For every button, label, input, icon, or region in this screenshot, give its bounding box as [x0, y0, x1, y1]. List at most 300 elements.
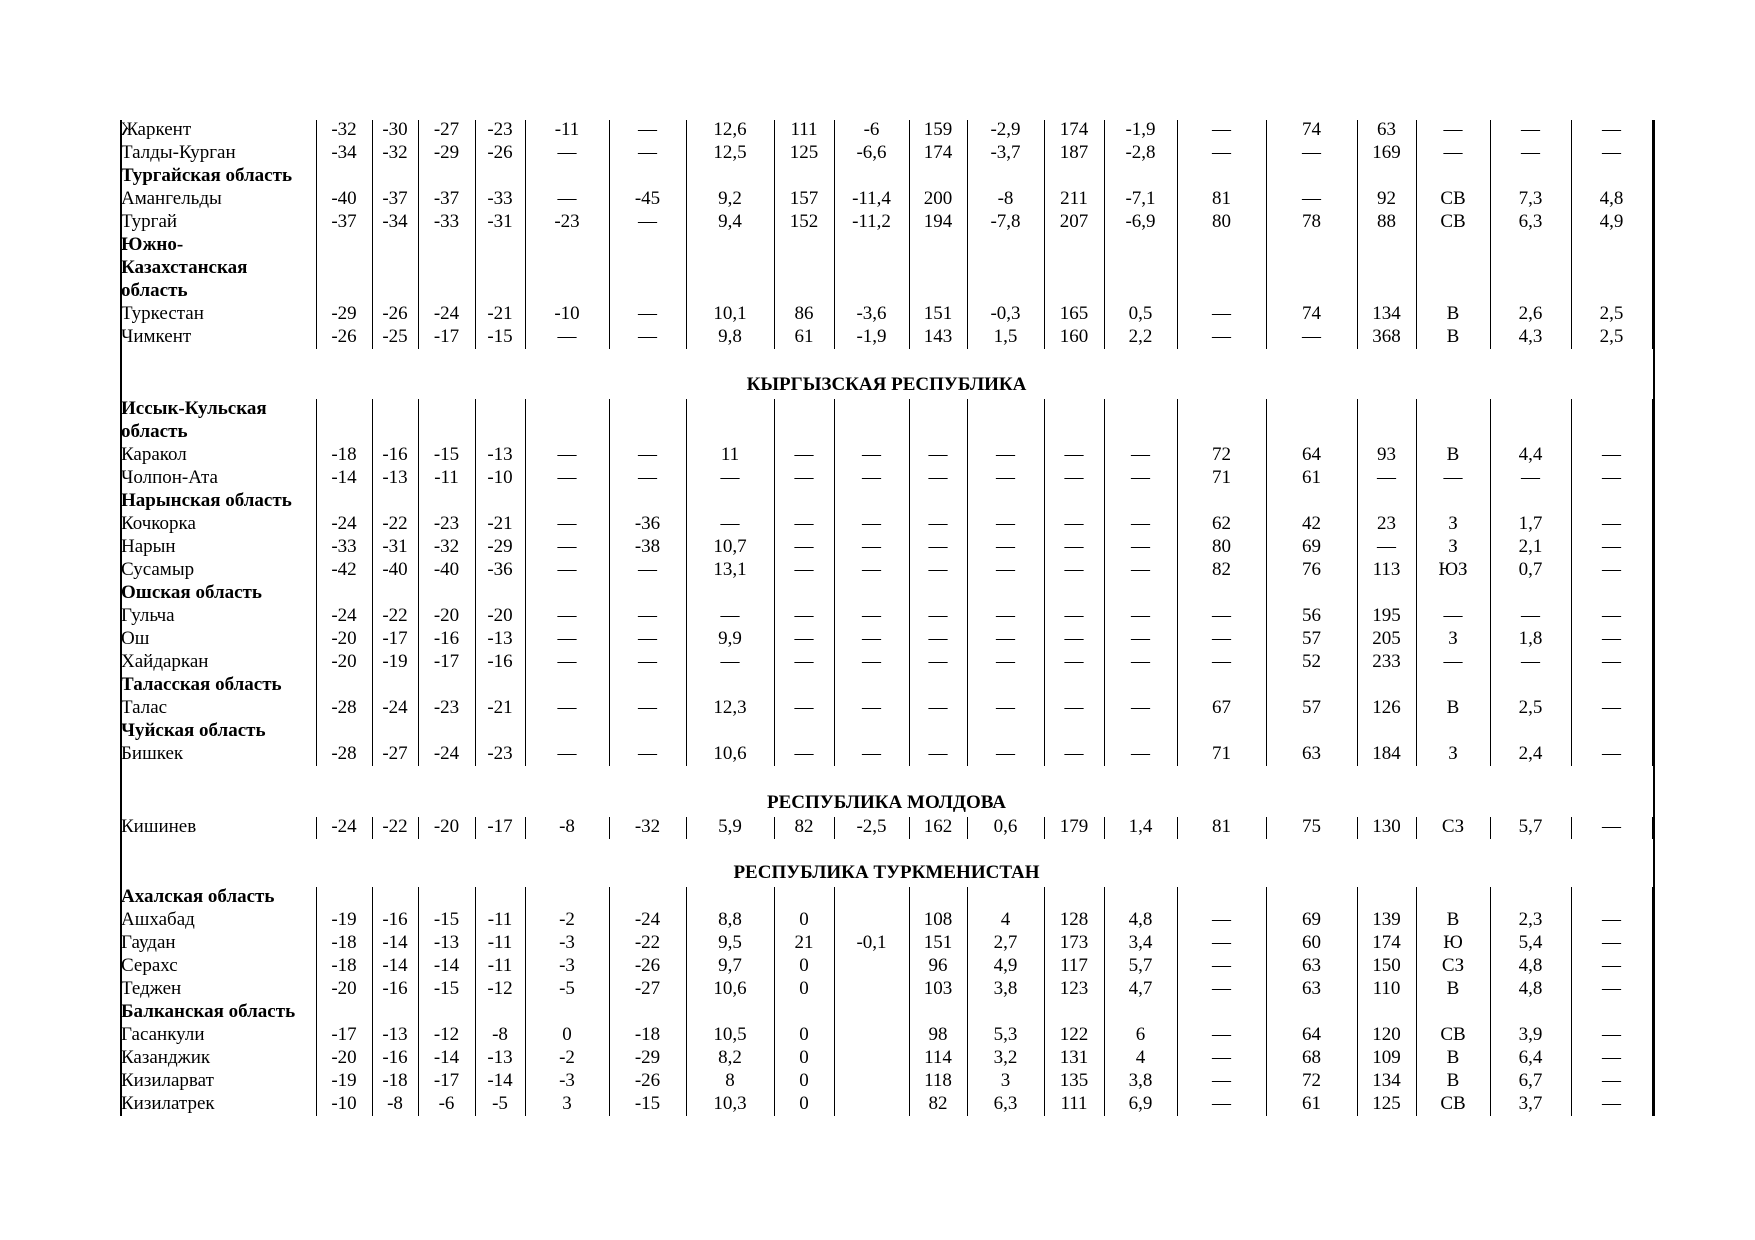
table-cell: 72	[1212, 444, 1231, 465]
table-cell: З	[1448, 628, 1458, 649]
table-cell: —	[794, 628, 814, 649]
table-cell: 122	[1059, 1024, 1089, 1045]
table-cell: 126	[1372, 697, 1401, 718]
column-rule	[418, 399, 419, 766]
table-cell: 10,6	[713, 978, 747, 999]
table-cell: -29	[331, 303, 357, 324]
table-cell: 63	[1302, 978, 1321, 999]
table-cell: -14	[382, 932, 408, 953]
table-cell: 69	[1302, 909, 1321, 930]
table-cell: -11	[487, 955, 513, 976]
table-cell: 134	[1372, 1070, 1401, 1091]
table-cell: -45	[634, 188, 661, 209]
table-cell: 80	[1212, 211, 1231, 232]
column-rule	[372, 817, 373, 839]
column-rule	[1571, 887, 1572, 1116]
table-cell: —	[928, 467, 948, 488]
table-cell: В	[1446, 697, 1460, 718]
table-cell: —	[557, 326, 577, 347]
column-rule	[1044, 120, 1045, 349]
column-rule	[372, 399, 373, 766]
column-rule	[1490, 120, 1491, 349]
table-cell: 61	[794, 326, 814, 347]
column-rule	[774, 120, 775, 349]
table-cell: —	[1302, 142, 1321, 163]
table-cell: -23	[487, 119, 513, 140]
column-rule	[1266, 399, 1267, 766]
table-cell: 10,7	[713, 536, 747, 557]
column-rule	[686, 399, 687, 766]
table-cell: 74	[1302, 119, 1321, 140]
table-cell: -11	[487, 909, 513, 930]
table-cell: 62	[1212, 513, 1231, 534]
table-cell: 23	[1377, 513, 1396, 534]
table-cell: 4,4	[1518, 444, 1543, 465]
table-cell: —	[557, 743, 577, 764]
table-cell: -20	[433, 605, 460, 626]
table-cell: -17	[433, 1070, 460, 1091]
table-cell: 0,6	[993, 816, 1018, 837]
table-cell: 114	[924, 1047, 952, 1068]
table-cell: -11	[434, 467, 459, 488]
table-cell: —	[1521, 142, 1540, 163]
table-cell: —	[794, 444, 814, 465]
table-cell	[834, 1092, 909, 1115]
table-cell: -28	[331, 743, 357, 764]
table-cell: —	[1131, 536, 1150, 557]
table-cell: —	[1064, 513, 1084, 534]
table-cell: 9,5	[718, 932, 742, 953]
table-cell: -37	[433, 188, 460, 209]
table-cell: —	[928, 605, 948, 626]
table-cell: —	[1602, 909, 1621, 930]
table-cell: —	[557, 536, 577, 557]
region-heading: область	[121, 280, 188, 301]
region-heading: Ахалская область	[121, 886, 275, 907]
table-cell: 6,4	[1518, 1047, 1543, 1068]
table-cell: -2,8	[1125, 142, 1156, 163]
table-cell: —	[996, 743, 1015, 764]
table-cell: 0	[799, 909, 809, 930]
table-cell: —	[1602, 1047, 1621, 1068]
column-rule	[609, 120, 610, 349]
table-cell: -36	[487, 559, 513, 580]
column-rule	[1490, 887, 1491, 1116]
table-cell: —	[1212, 605, 1231, 626]
table-cell: —	[862, 536, 881, 557]
table-cell: -24	[331, 513, 357, 534]
region-heading: Тургайская область	[121, 165, 292, 186]
table-cell: -27	[634, 978, 661, 999]
table-cell: -15	[433, 444, 460, 465]
table-cell: —	[794, 467, 814, 488]
table-cell: 12,6	[713, 119, 747, 140]
table-cell: 10,5	[713, 1024, 747, 1045]
table-cell: —	[1443, 142, 1463, 163]
table-cell: 6,3	[993, 1093, 1018, 1114]
table-cell: —	[638, 651, 657, 672]
station-name: Кизилатрек	[121, 1093, 215, 1114]
column-rule	[834, 399, 835, 766]
region-heading: Иссык-Кульская	[121, 398, 267, 419]
table-cell: -40	[433, 559, 460, 580]
table-cell: -26	[382, 303, 408, 324]
table-cell: 63	[1377, 119, 1396, 140]
table-cell: 157	[789, 188, 819, 209]
table-cell: -20	[331, 978, 357, 999]
table-cell: —	[862, 651, 881, 672]
table-cell: 4,8	[1128, 909, 1153, 930]
table-cell: 151	[923, 303, 953, 324]
column-rule	[1357, 120, 1358, 349]
table-cell: 7,3	[1518, 188, 1543, 209]
table-cell: 4,8	[1518, 978, 1543, 999]
table-cell: В	[1446, 909, 1460, 930]
station-name: Ашхабад	[121, 909, 195, 930]
table-cell: -3	[559, 932, 575, 953]
column-rule	[967, 817, 968, 839]
table-cell: 86	[794, 303, 814, 324]
table-cell: -31	[487, 211, 513, 232]
table-cell: -24	[331, 816, 357, 837]
table-cell: 151	[923, 932, 953, 953]
table-cell: 1,5	[993, 326, 1018, 347]
table-cell: —	[1212, 1047, 1231, 1068]
table-cell: —	[1131, 651, 1150, 672]
table-cell: -18	[331, 955, 357, 976]
table-cell: -17	[382, 628, 408, 649]
table-cell: -24	[331, 605, 357, 626]
table-cell: —	[1064, 559, 1084, 580]
table-cell: -16	[433, 628, 460, 649]
table-cell: 205	[1372, 628, 1401, 649]
column-rule	[774, 887, 775, 1116]
table-cell: -40	[382, 559, 408, 580]
table-cell: -10	[331, 1093, 357, 1114]
table-cell: —	[557, 605, 577, 626]
table-cell: -1,9	[1125, 119, 1156, 140]
station-name: Серахс	[121, 955, 178, 976]
table-cell: -25	[382, 326, 408, 347]
table-cell: 64	[1302, 444, 1321, 465]
region-heading: Таласская область	[121, 674, 282, 695]
table-cell: -14	[331, 467, 357, 488]
table-cell: —	[1377, 467, 1396, 488]
table-cell: -15	[487, 326, 513, 347]
region-heading: область	[121, 421, 188, 442]
table-cell: —	[862, 444, 881, 465]
table-cell: —	[638, 444, 657, 465]
region-heading: Балканская область	[121, 1001, 296, 1022]
column-rule	[686, 817, 687, 839]
table-cell: -2	[559, 1047, 575, 1068]
table-cell: 61	[1302, 1093, 1321, 1114]
table-cell: -16	[382, 909, 408, 930]
table-cell: СВ	[1440, 1093, 1466, 1114]
column-rule	[475, 817, 476, 839]
column-rule	[316, 120, 317, 349]
table-cell: -38	[634, 536, 661, 557]
region-heading: Чуйская область	[121, 720, 266, 741]
table-cell: 173	[1059, 932, 1089, 953]
table-cell: -11,2	[852, 211, 891, 232]
table-cell: 160	[1059, 326, 1089, 347]
table-cell: 169	[1372, 142, 1401, 163]
table-cell: —	[1131, 743, 1150, 764]
station-name: Чолпон-Ата	[121, 467, 218, 488]
table-cell: —	[638, 559, 657, 580]
column-rule	[834, 817, 835, 839]
table-cell: —	[1602, 1093, 1621, 1114]
column-rule	[418, 887, 419, 1116]
column-rule	[1104, 887, 1105, 1116]
table-cell: 3,7	[1518, 1093, 1543, 1114]
table-cell: —	[1602, 467, 1621, 488]
table-cell: 184	[1372, 743, 1401, 764]
station-name: Бишкек	[121, 743, 184, 764]
table-cell: —	[1443, 467, 1463, 488]
table-cell: —	[557, 697, 577, 718]
table-cell: 2,5	[1518, 697, 1543, 718]
table-cell: 57	[1302, 697, 1321, 718]
table-cell: —	[1602, 932, 1621, 953]
table-cell: -22	[382, 513, 408, 534]
table-cell: -6	[438, 1093, 455, 1114]
table-cell: -13	[487, 628, 513, 649]
table-cell: —	[638, 142, 657, 163]
table-cell	[834, 977, 909, 1000]
column-rule	[1104, 817, 1105, 839]
table-cell: 3	[1000, 1070, 1011, 1091]
table-cell: -24	[433, 743, 460, 764]
column-rule	[686, 120, 687, 349]
table-cell: 74	[1302, 303, 1321, 324]
table-cell: -14	[382, 955, 408, 976]
table-cell: —	[1212, 978, 1231, 999]
station-name: Хайдаркан	[121, 651, 209, 672]
column-rule	[967, 120, 968, 349]
table-cell: -2	[559, 909, 575, 930]
table-cell: 103	[923, 978, 953, 999]
column-rule	[1416, 887, 1417, 1116]
table-cell: 71	[1212, 467, 1231, 488]
column-rule	[774, 399, 775, 766]
table-cell: -5	[492, 1093, 508, 1114]
column-rule	[909, 887, 910, 1116]
table-cell: —	[996, 605, 1015, 626]
table-cell: З	[1448, 743, 1458, 764]
table-cell: —	[557, 467, 577, 488]
station-name: Кишинев	[121, 816, 197, 837]
table-cell: -32	[634, 816, 661, 837]
table-cell: -12	[433, 1024, 460, 1045]
table-cell: -20	[331, 651, 357, 672]
table-cell: -13	[433, 932, 460, 953]
table-cell: 42	[1302, 513, 1321, 534]
table-cell: 63	[1302, 743, 1321, 764]
table-cell: 52	[1302, 651, 1321, 672]
table-cell: 0	[562, 1024, 572, 1045]
table-cell: 0	[799, 1093, 809, 1114]
table-cell: В	[1446, 326, 1460, 347]
table-cell: —	[557, 142, 577, 163]
table-cell: 60	[1302, 932, 1321, 953]
table-cell: З	[1448, 536, 1458, 557]
table-cell: 131	[1059, 1047, 1089, 1068]
column-rule	[1266, 887, 1267, 1116]
table-cell: —	[1212, 932, 1231, 953]
table-cell: -37	[331, 211, 357, 232]
table-cell: —	[794, 697, 814, 718]
table-cell: 2,5	[1599, 303, 1624, 324]
table-cell: 5,7	[1128, 955, 1153, 976]
table-cell: —	[996, 628, 1015, 649]
table-cell: 135	[1059, 1070, 1089, 1091]
table-cell: —	[638, 467, 657, 488]
table-cell: 4,9	[993, 955, 1018, 976]
table-cell: 5,4	[1518, 932, 1543, 953]
table-cell: 82	[794, 816, 814, 837]
table-cell: —	[638, 697, 657, 718]
table-cell: 12,5	[713, 142, 747, 163]
table-cell: —	[638, 119, 657, 140]
table-cell: 4,3	[1518, 326, 1543, 347]
table-cell: —	[1064, 467, 1084, 488]
table-cell: Ю	[1443, 932, 1463, 953]
table-cell: В	[1446, 444, 1460, 465]
table-cell: —	[1212, 1093, 1231, 1114]
table-cell: -26	[331, 326, 357, 347]
column-rule	[316, 817, 317, 839]
table-cell: -17	[487, 816, 513, 837]
table-cell: —	[1212, 909, 1231, 930]
table-cell: -18	[331, 932, 357, 953]
table-cell: 5,7	[1518, 816, 1543, 837]
table-cell: -6,9	[1125, 211, 1156, 232]
table-cell: 81	[1212, 188, 1231, 209]
table-cell: 69	[1302, 536, 1321, 557]
column-rule	[418, 817, 419, 839]
table-cell: 9,7	[718, 955, 742, 976]
table-cell: —	[1212, 303, 1231, 324]
column-rule	[1266, 120, 1267, 349]
table-cell: 0	[799, 955, 809, 976]
column-rule	[909, 120, 910, 349]
table-cell: 3	[562, 1093, 572, 1114]
region-heading: Ошская область	[121, 582, 262, 603]
table-cell: 6,3	[1518, 211, 1543, 232]
station-name: Сусамыр	[121, 559, 195, 580]
table-cell: —	[794, 651, 814, 672]
table-cell: -2,5	[856, 816, 887, 837]
table-cell: -33	[487, 188, 513, 209]
table-cell: —	[1602, 444, 1621, 465]
table-cell: 139	[1372, 909, 1401, 930]
table-cell: 1,4	[1128, 816, 1153, 837]
table-cell: 0	[799, 1047, 809, 1068]
table-cell: 8,8	[718, 909, 742, 930]
section-title: РЕСПУБЛИКА ТУРКМЕНИСТАН	[733, 862, 1040, 883]
table-cell: -40	[331, 188, 357, 209]
table-cell: -14	[433, 1047, 460, 1068]
table-cell: -29	[634, 1047, 661, 1068]
table-cell: 111	[790, 119, 818, 140]
table-cell: -14	[433, 955, 460, 976]
table-cell: —	[1212, 651, 1231, 672]
table-cell: 8,2	[718, 1047, 742, 1068]
table-cell: —	[1064, 444, 1084, 465]
column-rule	[909, 399, 910, 766]
table-cell: 9,9	[718, 628, 742, 649]
table-cell: —	[1212, 1024, 1231, 1045]
column-rule	[834, 120, 835, 349]
table-cell: —	[794, 513, 814, 534]
table-cell: —	[928, 559, 948, 580]
column-rule	[609, 887, 610, 1116]
table-cell: —	[1602, 513, 1621, 534]
table-cell: —	[1521, 651, 1540, 672]
table-cell: В	[1446, 1047, 1460, 1068]
column-rule	[525, 887, 526, 1116]
table-cell: -31	[382, 536, 408, 557]
column-rule	[1104, 120, 1105, 349]
table-cell: -16	[487, 651, 513, 672]
table-cell: -37	[382, 188, 408, 209]
table-cell: —	[862, 697, 881, 718]
table-cell: -23	[487, 743, 513, 764]
table-cell: 0	[799, 1024, 809, 1045]
table-cell: -13	[487, 444, 513, 465]
table-cell: -21	[487, 697, 513, 718]
table-cell: 174	[1372, 932, 1401, 953]
table-cell: 4	[1135, 1047, 1146, 1068]
column-rule	[609, 817, 610, 839]
table-cell: -8	[997, 188, 1014, 209]
table-cell	[834, 1023, 909, 1046]
column-rule	[1357, 887, 1358, 1116]
table-cell: -8	[387, 1093, 403, 1114]
station-name: Каракол	[121, 444, 187, 465]
region-heading: Казахстанская	[121, 257, 248, 278]
table-cell: 4,8	[1599, 188, 1624, 209]
table-cell: 211	[1060, 188, 1088, 209]
table-cell: -19	[331, 1070, 357, 1091]
table-cell: -32	[433, 536, 460, 557]
table-cell: -26	[634, 955, 661, 976]
table-cell: —	[720, 605, 740, 626]
table-cell: —	[1212, 326, 1231, 347]
table-cell: —	[720, 467, 740, 488]
table-cell: 10,6	[713, 743, 747, 764]
table-cell: В	[1446, 978, 1460, 999]
table-cell: —	[638, 628, 657, 649]
table-cell: 128	[1059, 909, 1089, 930]
table-cell: —	[638, 211, 657, 232]
column-rule	[774, 817, 775, 839]
column-rule	[609, 399, 610, 766]
table-cell: —	[557, 559, 577, 580]
table-cell: 9,8	[718, 326, 742, 347]
table-cell: СВ	[1440, 211, 1466, 232]
table-cell: 113	[1372, 559, 1401, 580]
column-rule	[1177, 120, 1178, 349]
table-cell: 10,1	[713, 303, 747, 324]
station-name: Талас	[121, 697, 168, 718]
table-cell: 125	[789, 142, 819, 163]
table-cell: 5,3	[993, 1024, 1018, 1045]
table-cell: -29	[433, 142, 460, 163]
table-cell: —	[928, 536, 948, 557]
